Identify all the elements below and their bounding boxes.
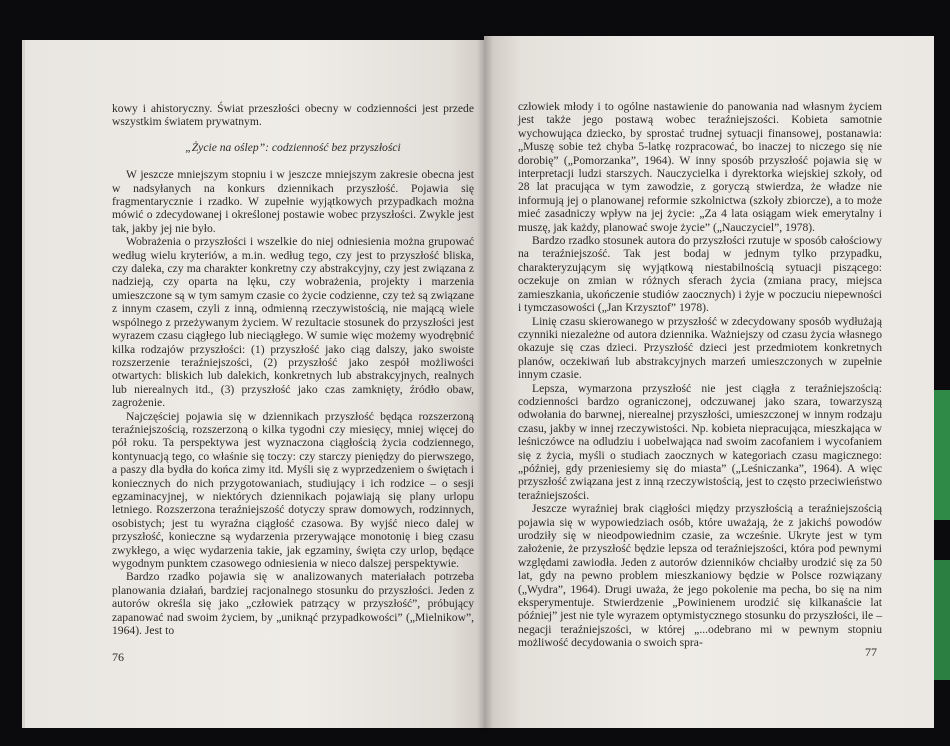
right-page-text <box>518 100 882 650</box>
right-page <box>484 36 934 728</box>
background-green-strip <box>932 390 950 520</box>
left-page-text <box>112 102 474 637</box>
page-number-right: 77 <box>865 645 877 659</box>
paragraph: Lepsza, wymarzona przyszłość nie jest ciągła z teraźniejszością: codzienności bardzo ograniczonej, odczuwanej jako szara, towarzyszą odwołania do barwnej, nierealnej przyszłości, umieszczonej w innym rodzaju czasu, jakby w innej rzeczywistości. Np. kobieta niepracująca, mieszkająca w leśniczówce na odludziu i uobelwająca nad swoim zacofaniem i wycofaniem się z życia, myśli o studiach zaocznych w kategoriach czasu magicznego: „później, gdy przeniesiemy się do miasta” („Leśniczanka”, 1964). A więc przyszłość związana jest z inną rzeczywistością, jest to często przeciwieństwo teraźniejszości. <box>518 381 882 502</box>
page-edge <box>22 40 25 728</box>
paragraph: człowiek młody i to ogólne nastawienie do panowania nad własnym życiem jest także jego postawą wobec teraźniejszości. Kobieta samotnie wychowująca dziecko, by sprostać trudnej sytuacji finansowej, postanawia: „Muszę sobie też chyba 5-latkę rozpracować, bo inaczej to niczego się nie dorobię” („Pomorzanka”, 1964). W inny sposób przyszłość pojawia się w interpretacji ludzi starszych. Nauczycielka i dyrektorka wiejskiej szkoły, od 28 lat pracująca w tym zawodzie, z goryczą stwierdza, że władze nie informują jej o planowanej reformie szkolnictwa (szkoły zbiorcze), a to może mieć zasadniczy wpływ na jej życie: „Za 4 lata osiągam wiek emerytalny i muszę, jak każdy, planować swoje życie” („Nauczyciel”, 1978). <box>518 100 882 234</box>
paragraph: Wobrażenia o przyszłości i wszelkie do niej odniesienia można grupować według wielu kryteriów, a m.in. według tego, czy jest to przyszłość bliska, czy daleka, czy ma charakter konkretny czy abstrakcyjny, czy jest związana z nadzieją, czy oparta na lęku, czy wobrażenia, projekty i marzenia umieszczone są w tym samym czasie co życie codzienne, czy też są związane z innym czasem, czyli z inną, odmienną rzeczywistością, nie mającą wiele wspólnego z przeżywanym życiem. W rezultacie stosunek do przyszłości jest wyrazem czasu ciągłego lub nieciągłego. W sumie więc możemy wyodrębnić kilka rodzajów przyszłości: (1) przyszłość jako ciąg dalszy, jako swoiste rozszerzenie teraźniejszości, (2) przyszłość jako zespół możliwości otwartych: bliskich lub dalekich, konkretnych lub abstrakcyjnych, realnych lub nierealnych itd., (3) przyszłość jako czas zamknięty, źródło obaw, zagrożenie. <box>112 235 474 410</box>
paragraph: kowy i ahistoryczny. Świat przeszłości obecny w codzienności jest przede wszystkim światem prywatnym. <box>112 102 474 129</box>
paragraph: Najczęściej pojawia się w dziennikach przyszłość będąca rozszerzoną teraźniejszością, rozszerzoną o kilka tygodni czy miesięcy, mniej więcej do pół roku. Ta perspektywa jest wyznaczona ciągłością życia codziennego, kontynuacją tego, co właśnie się toczy: czy starczy pieniędzy do pierwszego, a paszy dla bydła do końca zimy itd. Myśli się z wyprzedzeniem o świętach i koniecznych do nich przygotowaniach, studiujący i ich rodzice – o sesji egzaminacyjnej, w niektórych dziennikach pojawiają się plany urlopu letniego. Rozszerzona teraźniejszość dotyczy spraw domowych, rodzinnych, osobistych; jest tu wyraźna ciągłość czasowa. By wyjść nieco dalej w przyszłość, konieczne są wydarzenia przerywające monotonię i bieg czasu zwykłego, a więc wydarzenia takie, jak egzaminy, święta czy urlop, będące wygodnym punktem czasowego odniesienia w nieco dalszej perspektywie. <box>112 409 474 570</box>
paragraph: W jeszcze mniejszym stopniu i w jeszcze mniejszym zakresie obecna jest w nadsyłanych na konkurs dziennikach przyszłość. Pojawia się fragmentarycznie i rzadko. W zupełnie wyjątkowych przypadkach można mówić o zdecydowanej i określonej postawie wobec przyszłości. Zwykle jest tak, jakby jej nie było. <box>112 168 474 235</box>
paragraph: Linię czasu skierowanego w przyszłość w zdecydowany sposób wydłużają czynniki niezależne od autora dziennika. Ważniejszy od czasu życia własnego okazuje się czas dzieci. Przyszłość dzieci jest przedmiotem konkretnych planów, oczekiwań lub abstrakcyjnych marzeń umieszczonych w zupełnie innym czasie. <box>518 314 882 382</box>
paragraph: Jeszcze wyraźniej brak ciągłości między przyszłością a teraźniejszością pojawia się w wypowiedziach osób, które uważają, że z jakichś powodów urodziły się w nieodpowiednim czasie, za wcześnie. Ukryte jest w tym założenie, że przyszłość będzie lepsza od teraźniejszości, która pod pewnymi względami zawiodła. Jeden z autorów dzienników chciałby urodzić się za 50 lat, gdy na pewno problem mieszkaniowy będzie w Polsce rozwiązany („Wydra”, 1964). Drugi uważa, że jego pokolenie ma pecha, bo się na nim eksperymentuje. Stwierdzenie „Powinienem urodzić się kilkanaście lat później” jest nie tyle wyrazem optymistycznego stosunku do przyszłości, ile – negacji teraźniejszości, w której „...odebrano mi w pewnym stopniu możliwość decydowania o swoich spra- <box>518 502 882 650</box>
section-heading: „Życie na oślep”: codzienność bez przyszłości <box>185 140 401 154</box>
left-page <box>22 40 486 728</box>
background-green-strip-lower <box>932 560 950 680</box>
paragraph: Bardzo rzadko pojawia się w analizowanych materiałach potrzeba planowania działań, bardziej racjonalnego stosunku do przyszłości. Jeden z autorów określa się jako „człowiek patrzący w przyszłość”, próbujący zapanować nad swoim życiem, by „uniknąć przypadkowości” („Mielnikow”, 1964). Jest to <box>112 570 474 638</box>
paragraph: Bardzo rzadko stosunek autora do przyszłości rzutuje w sposób całościowy na teraźniejszość. Tak jest bodaj w jednym tylko przypadku, charakteryzującym się wyjątkową niestabilnością sytuacji piszącego: oczekuje on zmian w różnych sferach życia (zmiana pracy, miejsca zamieszkania, ukończenie studiów zaocznych) i żyje w poczuciu niepewności i tymczasowości („Jan Krzysztof” 1978). <box>518 234 882 315</box>
book-spine-shadow <box>477 34 493 734</box>
open-book <box>22 40 934 728</box>
page-number-left: 76 <box>112 650 124 664</box>
